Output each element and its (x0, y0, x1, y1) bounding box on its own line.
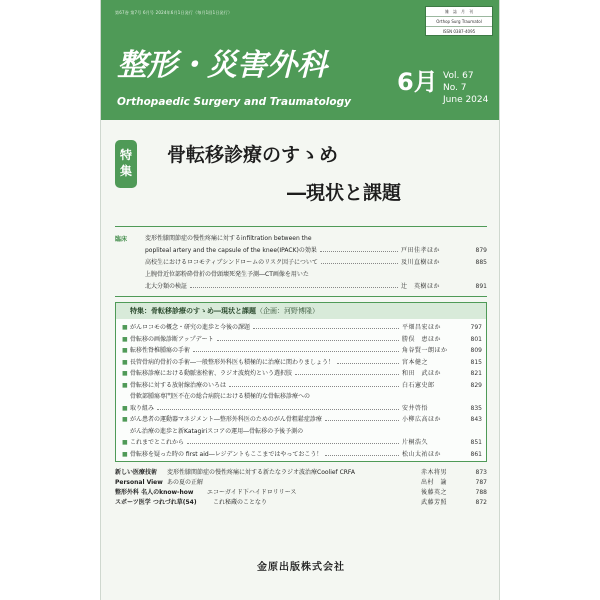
column-category: 整形外科 名人のknow-how (115, 489, 194, 496)
bullet-icon: ■ (122, 439, 128, 446)
column-entry (167, 478, 487, 488)
toc-entry-title: 骨軟部腫瘍専門医不在の総合病院における積極的な骨転移診療への (130, 393, 311, 400)
toc-entry-page: 861 (470, 450, 482, 458)
toc-entry (145, 234, 487, 244)
special-feature-editor: （企画：河野博隆） (256, 307, 319, 315)
bullet-icon: ■ (122, 358, 128, 366)
toc-entry-title: 高校生におけるロコモティブシンドロームのリスク因子について (145, 259, 318, 266)
leader-line (321, 263, 398, 264)
leader-line (337, 363, 399, 364)
toc-entry-author: 小柳広高ほか (402, 416, 442, 423)
volume-info (443, 70, 488, 106)
toc-entry-author: 和田 武ほか (402, 370, 442, 377)
toc-entry (130, 358, 482, 368)
toc-entry-author: 戸田佳孝ほか (401, 247, 441, 254)
feature-title: 骨転移診療のすゝめ (167, 144, 339, 166)
leader-line (157, 409, 399, 410)
issue-month: 6月 (397, 68, 438, 96)
column-title: 変形性膝関節症の慢性疼痛に対する新たなラジオ波治療Coolief CRFA (167, 469, 355, 476)
toc-entry-author: 辻 英樹ほか (401, 283, 441, 290)
bullet-icon: ■ (122, 381, 128, 389)
toc-entry-title: がんロコモの概念・研究の進歩と今後の課題 (130, 324, 251, 331)
column-category: 新しい医療技術 (115, 469, 158, 476)
toc-entry (130, 438, 482, 448)
toc-entry (130, 427, 482, 437)
toc-entry-title: 上腕骨近位部粉砕骨折の骨頭壊死発生予測―CT画像を用いた (145, 271, 309, 278)
bullet-icon: ■ (122, 335, 128, 343)
toc-entry (130, 323, 482, 333)
toc-entry-page: 829 (470, 381, 482, 389)
column-page: 873 (475, 469, 487, 476)
leader-line (253, 328, 399, 329)
bullet-icon: ■ (122, 416, 128, 423)
leader-line (193, 351, 399, 352)
column-entry (207, 488, 487, 498)
toc-entry-author: 白石憲史郎 (402, 381, 435, 389)
journal-title-en: Orthopaedic Surgery and Traumatology (117, 96, 351, 108)
column-category: スポーツ医学 つれづれ草(54) (115, 499, 197, 506)
issn-line: 雑 誌 月 刊 (426, 7, 492, 17)
toc-entry (145, 282, 487, 292)
toc-entry-page: 879 (475, 247, 487, 254)
issue-number: No. 7 (443, 83, 467, 93)
toc-entry-title: がん患者の運動器マネジメント―整形外科医のためのがん骨粗鬆症診療 (130, 416, 322, 423)
toc-entry-page: 851 (470, 439, 482, 446)
toc-entry-page: 815 (470, 358, 482, 366)
toc-entry-title: 骨転移の画像診断アップデート (130, 335, 214, 343)
leader-line (190, 287, 398, 288)
cover-header (101, 0, 500, 120)
bullet-icon: ■ (122, 450, 128, 458)
toc-entry (130, 450, 482, 460)
toc-entry-page: 801 (470, 335, 482, 343)
column-category: Personal View (115, 479, 163, 486)
leader-line (229, 386, 399, 387)
toc-entry (130, 346, 482, 356)
toc-entry-author: 角谷賢一朗ほか (402, 347, 448, 354)
toc-entry-author: 安井啓悟 (402, 404, 429, 412)
bullet-icon: ■ (122, 347, 128, 354)
column-title: あの夏の正解 (167, 479, 204, 486)
toc-entry-title: 骨転移を疑った時の first aid―レジデントもここまではやっておこう！ (130, 450, 323, 458)
toc-entry (130, 415, 482, 425)
toc-entry-page: 835 (470, 404, 482, 412)
issue-date: June 2024 (443, 95, 489, 105)
toc-entry-page: 843 (470, 416, 482, 423)
toc-entry-title: 長管骨病的骨折の手術―一般整形外科医も積極的に治療に関わりましょう！ (130, 358, 335, 366)
leader-line (187, 443, 399, 444)
toc-entry (145, 258, 487, 268)
toc-entry (145, 270, 487, 280)
toc-entry (145, 246, 487, 256)
column-entry (167, 468, 487, 478)
divider (115, 296, 487, 297)
toc-entry-page: 891 (475, 283, 487, 290)
toc-entry-author: 片桐浩久 (402, 439, 429, 446)
toc-entry-title: 取り組み (130, 404, 155, 412)
toc-entry-title: popliteal artery and the capsule of the knee(IPACK)の効果 (145, 247, 317, 254)
journal-cover (100, 0, 500, 600)
publication-info: 第67巻 第7号 6月号 2024年6月1日発行（毎月1回1日発行） (115, 10, 233, 15)
toc-entry (130, 369, 482, 379)
column-page: 872 (475, 499, 487, 506)
toc-entry-title: これまでとこれから (130, 439, 185, 446)
publisher-name: 金原出版株式会社 (257, 562, 345, 573)
toc-entry-page: 821 (470, 370, 482, 377)
divider (115, 226, 487, 227)
toc-entry-title: 骨転移診療における動脈塞栓術、ラジオ波焼灼という選択肢 (130, 370, 293, 377)
column-author: 武藤芳照 (421, 499, 448, 506)
special-feature-box (115, 302, 487, 462)
toc-entry-page: 885 (475, 259, 487, 266)
column-title: これ秘蔵のことなり (213, 499, 268, 506)
feature-tag: 特集 (115, 140, 137, 188)
toc-entry (130, 335, 482, 345)
toc-entry-author: 及川直樹ほか (401, 259, 441, 266)
journal-title-jp: 整形・災害外科 (117, 48, 327, 83)
toc-entry-author: 松山太祐ほか (402, 450, 442, 458)
feature-subtitle: ―現状と課題 (287, 182, 402, 204)
special-feature-heading (116, 303, 486, 319)
toc-entry (130, 381, 482, 391)
issn-line: ISSN 0387-4095 (442, 29, 476, 34)
bullet-icon: ■ (122, 404, 128, 412)
issn-line: Orthop Surg Traumatol (426, 17, 492, 27)
leader-line (325, 420, 399, 421)
leader-line (325, 455, 399, 456)
column-title: エコーガイド下ハイドロリリース (207, 489, 297, 496)
column-page: 788 (475, 489, 487, 496)
column-author: 赤木将男 (421, 469, 448, 476)
leader-line (320, 251, 398, 252)
toc-entry-title: 骨転移に対する放射線治療のいろは (130, 381, 227, 389)
toc-entry-title: 北大分類の検証 (145, 283, 188, 290)
column-author: 後藤英之 (421, 489, 448, 496)
leader-line (217, 340, 399, 341)
toc-entry-title: 変形性膝関節症の慢性疼痛に対するinfiltration between the (145, 235, 312, 242)
clinical-section-label: 臨床 (115, 236, 128, 243)
toc-entry-author: 宮本健之 (402, 358, 429, 366)
bullet-icon: ■ (122, 370, 128, 377)
toc-entry-author: 勝俣 恵ほか (402, 335, 442, 343)
column-entry (213, 498, 487, 508)
issn-box (425, 6, 493, 36)
column-page: 787 (475, 479, 487, 486)
special-feature-title: 特集：骨転移診療のすゝめ―現状と課題 (130, 307, 256, 315)
leader-line (295, 374, 399, 375)
column-author: 出村 諭 (421, 479, 448, 486)
toc-entry-title: 転移性脊椎腫瘍の手術 (130, 347, 191, 354)
toc-entry-author: 平畑昌宏ほか (402, 324, 442, 331)
toc-entry (130, 392, 482, 402)
toc-entry (130, 404, 482, 414)
toc-entry-page: 797 (470, 324, 482, 331)
bullet-icon: ■ (122, 324, 128, 331)
toc-entry-page: 809 (470, 347, 482, 354)
volume-number: Vol. 67 (443, 71, 474, 81)
toc-entry-title: がん治療の進歩と新Katagiriスコアの運用―骨転移の予後予測の (130, 427, 304, 435)
